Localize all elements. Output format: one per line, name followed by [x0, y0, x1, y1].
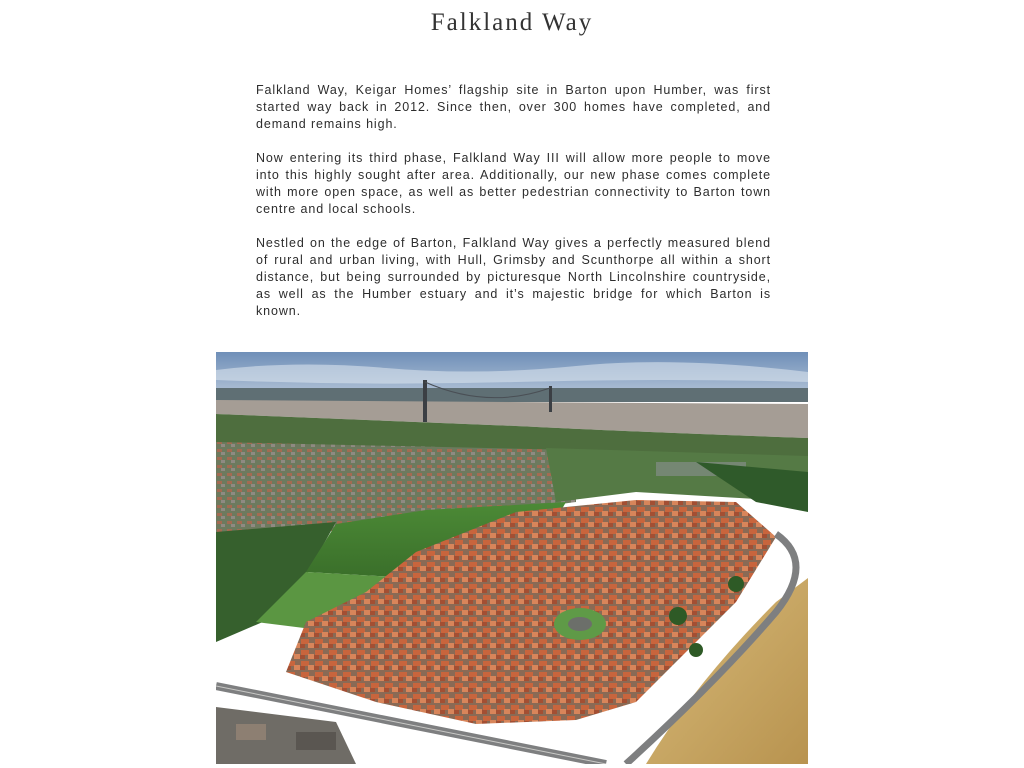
- paragraph-location: Nestled on the edge of Barton, Falkland Way gives a perfectly measured blend of rural and urban living, with Hull, Grimsby and Scunthorpe all within a short distance, but being surrounded by picturesque North Lincolnshire countryside, as well as the Humber estuary and it’s majestic bridge for which Barton is known.: [256, 236, 771, 318]
- page-title: Falkland Way: [430, 9, 594, 36]
- paragraph-intro: Falkland Way, Keigar Homes’ flagship site in Barton upon Humber, was first started way back in 2012. Since then, over 300 homes have completed, and demand remains high.: [256, 83, 771, 131]
- body-text: [256, 82, 771, 337]
- bridge-tower-right: [549, 386, 552, 412]
- paragraph-phase-three: Now entering its third phase, Falkland Way III will allow more people to move into this highly sought after area. Additionally, our new phase comes complete with more open space, as well as better pedestrian connectivity to Barton town centre and local schools.: [256, 151, 771, 216]
- aerial-photo: [216, 352, 808, 764]
- bridge-tower-left: [423, 380, 427, 422]
